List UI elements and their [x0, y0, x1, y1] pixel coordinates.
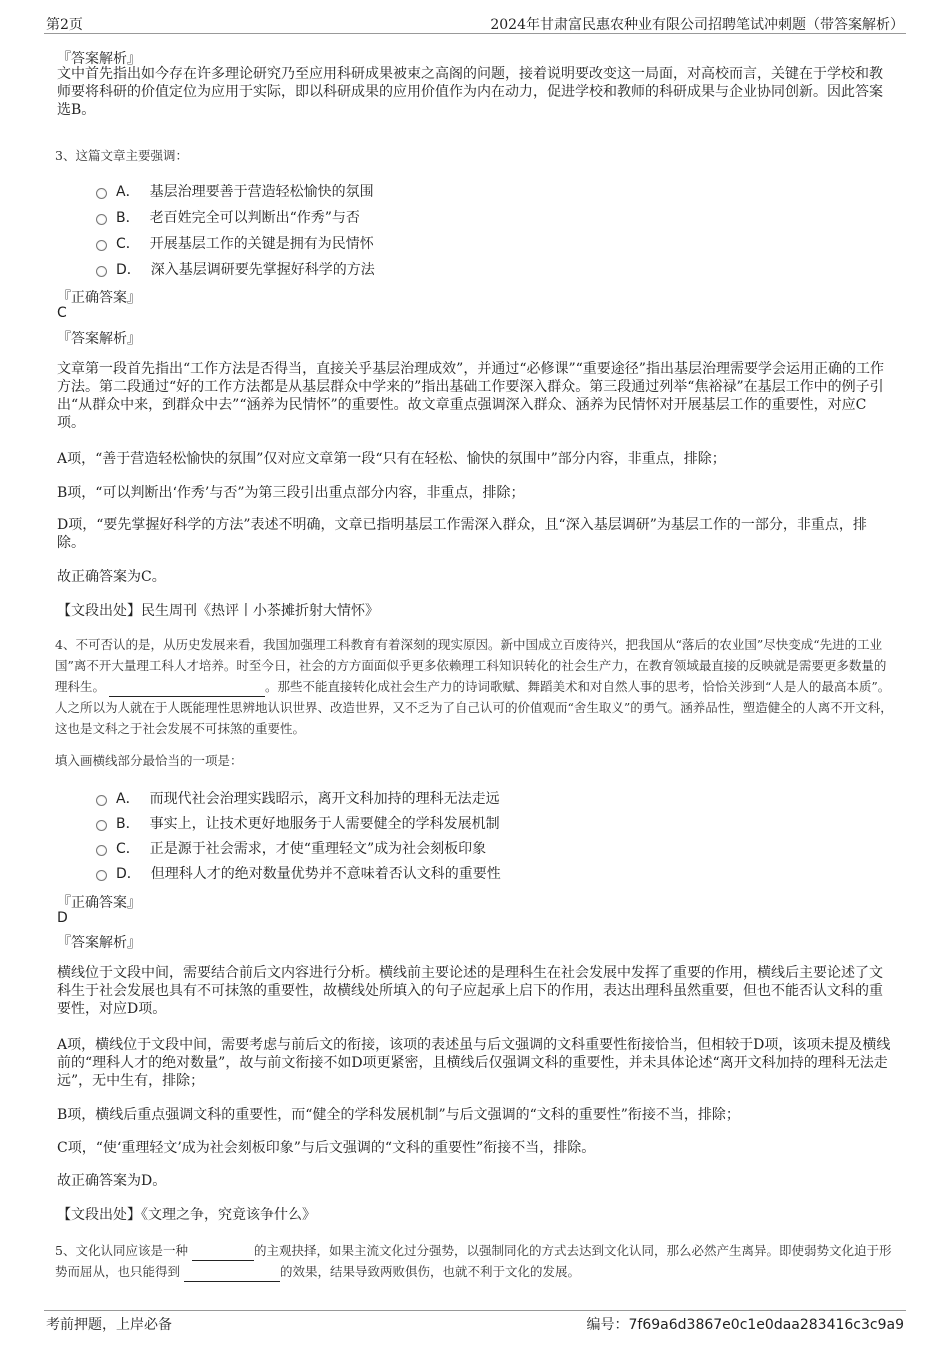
option-key: C．: [116, 236, 140, 252]
q3-source: 【文段出处】民生周刊《热评丨小茶摊折射大情怀》: [57, 603, 379, 619]
q4-analysis-label: 『答案解析』: [57, 935, 141, 951]
radio-icon[interactable]: [96, 214, 107, 225]
option-key: C．: [116, 841, 140, 857]
q4-stem-part1: 4、不可否认的是，从历史发展来看，我国加强理工科教育有着深刻的现实原因。新中国成立百废待兴，把我国从“落后的农业国”尽快变成“先进的工业国”离不开大量理工科人才培养。时至今日，社会的方方面面似乎更多依赖理工科知识转化的社会生产力，在教育领域最直接的反映就是需要更多数量的理科生。: [55, 637, 887, 694]
page-number: 第2页: [46, 17, 83, 33]
q4-answer: D: [57, 910, 68, 926]
q3-analysis-paragraph: D项，“要先掌握好科学的方法”表述不明确，文章已指明基层工作需深入群众，且“深入基层调研”为基层工作的一部分，非重点，排除。: [57, 517, 867, 551]
document-code: 编号：7f69a6d3867e0c1e0daa283416c3c9a9: [586, 1317, 904, 1333]
radio-icon[interactable]: [96, 266, 107, 277]
footer-divider: [44, 1310, 906, 1311]
q3-analysis-paragraph: A项，“善于营造轻松愉快的氛围”仅对应文章第一段“只有在轻松、愉快的氛围中”部分内容，非重点，排除；: [57, 451, 726, 467]
q4-fill-blank[interactable]: [109, 684, 265, 697]
q4-analysis-paragraph: C项，“使‘重理轻文’成为社会刻板印象”与后文强调的“文科的重要性”衔接不当，排除。: [57, 1140, 596, 1156]
q3-option-d[interactable]: [96, 259, 375, 279]
q3-option-b[interactable]: [96, 207, 360, 227]
option-text: 开展基层工作的关键是拥有为民情怀: [149, 236, 374, 252]
q5-fill-blank-2[interactable]: [184, 1269, 280, 1282]
q4-option-d[interactable]: [96, 863, 501, 883]
q3-analysis-paragraph: 文章第一段首先指出“工作方法是否得当，直接关乎基层治理成效”，并通过“必修课”“重要途径”指出基层治理需要学会运用正确的工作方法。第二段通过“好的工作方法都是从基层群众中学来的”指出基础工作要深入群众。第三段通过列举“焦裕禄”在基层工作中的例子引出“从群众中来，到群众中去”“涵养为民情怀”的重要性。故文章重点强调深入群众、涵养为民情怀对开展基层工作的重要性，对应C项。: [57, 361, 884, 431]
q4-option-c[interactable]: [96, 838, 486, 858]
q3-answer-label: 『正确答案』: [57, 290, 141, 306]
q4-prompt: 填入画横线部分最恰当的一项是：: [55, 753, 243, 768]
q3-analysis-label: 『答案解析』: [57, 331, 141, 347]
q4-analysis-paragraph: 故正确答案为D。: [57, 1173, 167, 1189]
option-text: 深入基层调研要先掌握好科学的方法: [150, 262, 375, 278]
radio-icon[interactable]: [96, 845, 107, 856]
option-key: B．: [116, 210, 140, 226]
option-text: 事实上，让技术更好地服务于人需要健全的学科发展机制: [149, 816, 500, 832]
header-divider: [44, 33, 906, 34]
q5-stem-part3: 的效果，结果导致两败俱伤，也就不利于文化的发展。: [280, 1264, 581, 1279]
q4-source: 【文段出处】《文理之争，究竟该争什么》: [57, 1207, 316, 1223]
q5-fill-blank-1[interactable]: [192, 1248, 254, 1261]
radio-icon[interactable]: [96, 870, 107, 881]
q4-answer-label: 『正确答案』: [57, 895, 141, 911]
q3-analysis-paragraph: B项，“可以判断出‘作秀’与否”为第三段引出重点部分内容，非重点，排除；: [57, 485, 525, 501]
option-key: D．: [116, 262, 141, 278]
q5-stem: [55, 1240, 895, 1282]
option-text: 而现代社会治理实践昭示，离开文科加持的理科无法走远: [149, 791, 500, 807]
q3-option-a[interactable]: [96, 181, 374, 201]
q4-analysis-paragraph: A项，横线位于文段中间，需要考虑与前后文的衔接，该项的表述虽与后文强调的文科重要性衔接恰当，但相较于D项，该项未提及横线前的“理科人才的绝对数量”，故与前文衔接不如D项更紧密，且横线后仅强调文科的重要性，并未具体论述“离开文科加持的理科无法走远”，无中生有，排除；: [57, 1037, 891, 1089]
option-text: 但理科人才的绝对数量优势并不意味着否认文科的重要性: [150, 866, 501, 882]
q2-analysis-text: 文中首先指出如今存在许多理论研究乃至应用科研成果被束之高阁的问题，接着说明要改变这一局面，对高校而言，关键在于学校和教师要将科研的价值定位为应用于实际，即以科研成果的应用价值作为内在动力，促进学校和教师的科研成果与企业协同创新。因此答案选B。: [57, 66, 883, 118]
q3-option-c[interactable]: [96, 233, 374, 253]
q4-stem-part2: 。那些不能直接转化成社会生产力的诗词歌赋、舞蹈美术和对自然人事的思考，恰恰关涉到“人是人的最高本质”。人之所以为人就在于人既能理性思辨地认识世界、改造世界，又不乏为了自己认可的价值观而“舍生取义”的勇气。涵养品性，塑造健全的人离不开文科，这也是文科之于社会发展不可抹煞的重要性。: [55, 679, 893, 736]
radio-icon[interactable]: [96, 820, 107, 831]
option-text: 正是源于社会需求，才使“重理轻文”成为社会刻板印象: [149, 841, 487, 857]
option-key: D．: [116, 866, 141, 882]
option-text: 老百姓完全可以判断出“作秀”与否: [149, 210, 360, 226]
option-key: A．: [116, 791, 140, 807]
q3-answer: C: [57, 305, 67, 321]
footer-slogan: 考前押题，上岸必备: [46, 1317, 172, 1333]
radio-icon[interactable]: [96, 795, 107, 806]
q5-stem-part1: 5、文化认同应该是一种: [55, 1243, 188, 1258]
radio-icon[interactable]: [96, 240, 107, 251]
option-key: B．: [116, 816, 140, 832]
radio-icon[interactable]: [96, 188, 107, 199]
option-text: 基层治理要善于营造轻松愉快的氛围: [149, 184, 374, 200]
q4-option-b[interactable]: [96, 813, 500, 833]
q2-analysis-label: 『答案解析』: [57, 51, 141, 67]
q4-option-a[interactable]: [96, 788, 500, 808]
q5-stem-part2: 的主观抉择，如果主流文化过分强势，以强制同化的方式去达到文化认同，那么必然产生离异。即使弱势文化迫于形势而屈从，也只能得到: [55, 1243, 892, 1279]
q4-analysis-paragraph: 横线位于文段中间，需要结合前后文内容进行分析。横线前主要论述的是理科生在社会发展中发挥了重要的作用，横线后主要论述了文科生于社会发展也具有不可抹煞的重要性，故横线处所填入的句子应起承上启下的作用，表达出理科虽然重要，但也不能否认文科的重要性，对应D项。: [57, 965, 883, 1017]
option-key: A．: [116, 184, 140, 200]
q4-analysis-paragraph: B项，横线后重点强调文科的重要性，而“健全的学科发展机制”与后文强调的“文科的重要性”衔接不当，排除；: [57, 1107, 740, 1123]
q4-stem: [55, 634, 895, 739]
q3-stem: 3、这篇文章主要强调：: [55, 148, 188, 163]
q3-analysis-paragraph: 故正确答案为C。: [57, 569, 166, 585]
document-title: 2024年甘肃富民惠农种业有限公司招聘笔试冲刺题（带答案解析）: [490, 17, 904, 33]
